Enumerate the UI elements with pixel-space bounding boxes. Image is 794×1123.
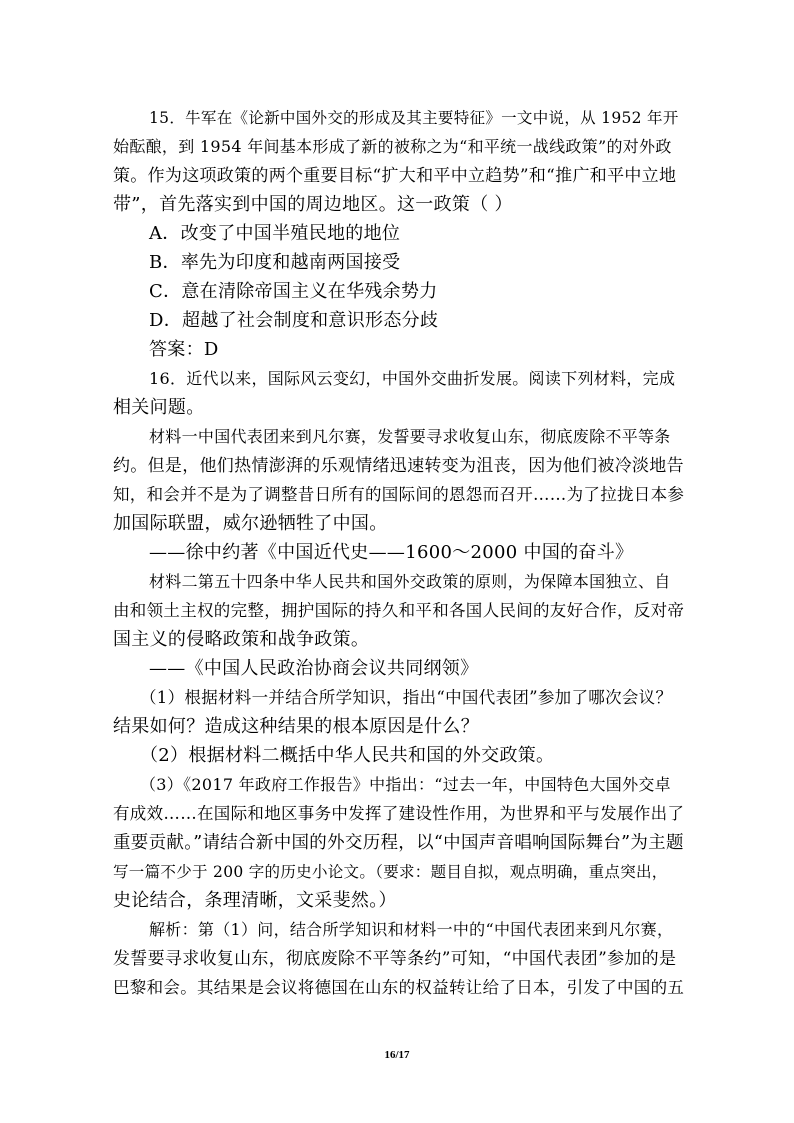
material-1-source: ——徐中约著《中国近代史——1600～2000 中国的奋斗》 <box>149 542 634 563</box>
material-2-line-2: 由和领土主权的完整，拥护国际的持久和平和各国人民间的友好合作，反对帝 <box>113 601 685 620</box>
analysis-line-3: 巴黎和会。其结果是会议将德国在山东的权益转让给了日本，引发了中国的五 <box>113 978 685 997</box>
option-c: C．意在清除帝国主义在华残余势力 <box>149 281 438 302</box>
sub-question-1-line-2: 结果如何？造成这种结果的根本原因是什么？ <box>113 716 479 737</box>
question-15-line-2: 始酝酿，到 1954 年间基本形成了新的被称之为“和平统一战线政策”的对外政 <box>113 137 672 156</box>
question-16-line-1: 16．近代以来，国际风云变幻，中国外交曲折发展。阅读下列材料，完成 <box>149 369 676 388</box>
sub-question-2: （2）根据材料二概括中华人民共和国的外交政策。 <box>140 745 555 766</box>
analysis-line-1: 解析：第（1）问，结合所学知识和材料一中的“中国代表团来到凡尔赛， <box>149 920 674 939</box>
page-number: 16/17 <box>384 1049 410 1061</box>
analysis-line-2: 发誓要寻求收复山东，彻底废除不平等条约”可知，“中国代表团”参加的是 <box>113 949 677 969</box>
question-15-line-1: 15．牛军在《论新中国外交的形成及其主要特征》一文中说，从 1952 年开 <box>149 109 679 127</box>
material-2-source: ——《中国人民政治协商会议共同纲领》 <box>149 658 479 679</box>
sub-question-3-line-3: 重要贡献。”请结合新中国的外交历程，以“中国声音唱响国际舞台”为主题 <box>113 833 684 853</box>
material-1-line-3: 知，和会并不是为了调整昔日所有的国际间的恩怨而召开……为了拉拢日本参 <box>113 485 685 504</box>
material-1-line-2: 约。但是，他们热情澎湃的乐观情绪迅速转变为沮丧，因为他们被冷淡地告 <box>113 456 684 476</box>
sub-question-1-line-1: （1）根据材料一并结合所学知识，指出“中国代表团”参加了哪次会议？ <box>140 688 673 707</box>
material-2-line-3: 国主义的侵略政策和战争政策。 <box>113 629 370 650</box>
option-d: D．超越了社会制度和意识形态分歧 <box>149 310 439 331</box>
material-1-line-4: 加国际联盟，威尔逊牺牲了中国。 <box>113 513 388 534</box>
material-2-line-1: 材料二第五十四条中华人民共和国外交政策的原则，为保障本国独立、自 <box>149 572 671 591</box>
option-a: A．改变了中国半殖民地的地位 <box>149 223 401 244</box>
option-b: B．率先为印度和越南两国接受 <box>149 252 401 273</box>
question-15-line-4: 带”，首先落实到中国的周边地区。这一政策（ ） <box>113 194 513 215</box>
sub-question-3-line-2: 有成效……在国际和地区事务中发挥了建设性作用，为世界和平与发展作出了 <box>113 804 685 823</box>
material-1-line-1: 材料一中国代表团来到凡尔赛，发誓要寻求收复山东，彻底废除不平等条 <box>149 427 671 446</box>
question-16-line-2: 相关问题。 <box>113 397 205 418</box>
sub-question-3-line-5: 史论结合，条理清晰，文采斐然。） <box>113 890 397 911</box>
question-15-line-3: 策。作为这项政策的两个重要目标“扩大和平中立趋势”和“推广和平中立地 <box>113 166 677 186</box>
sub-question-3-line-1: （3）《2017 年政府工作报告》中指出：“过去一年，中国特色大国外交卓 <box>140 775 671 794</box>
answer-15: 答案：D <box>149 339 219 360</box>
sub-question-3-line-4: 写一篇不少于 200 字的历史小论文。（要求：题目自拟，观点明确，重点突出， <box>113 863 668 881</box>
